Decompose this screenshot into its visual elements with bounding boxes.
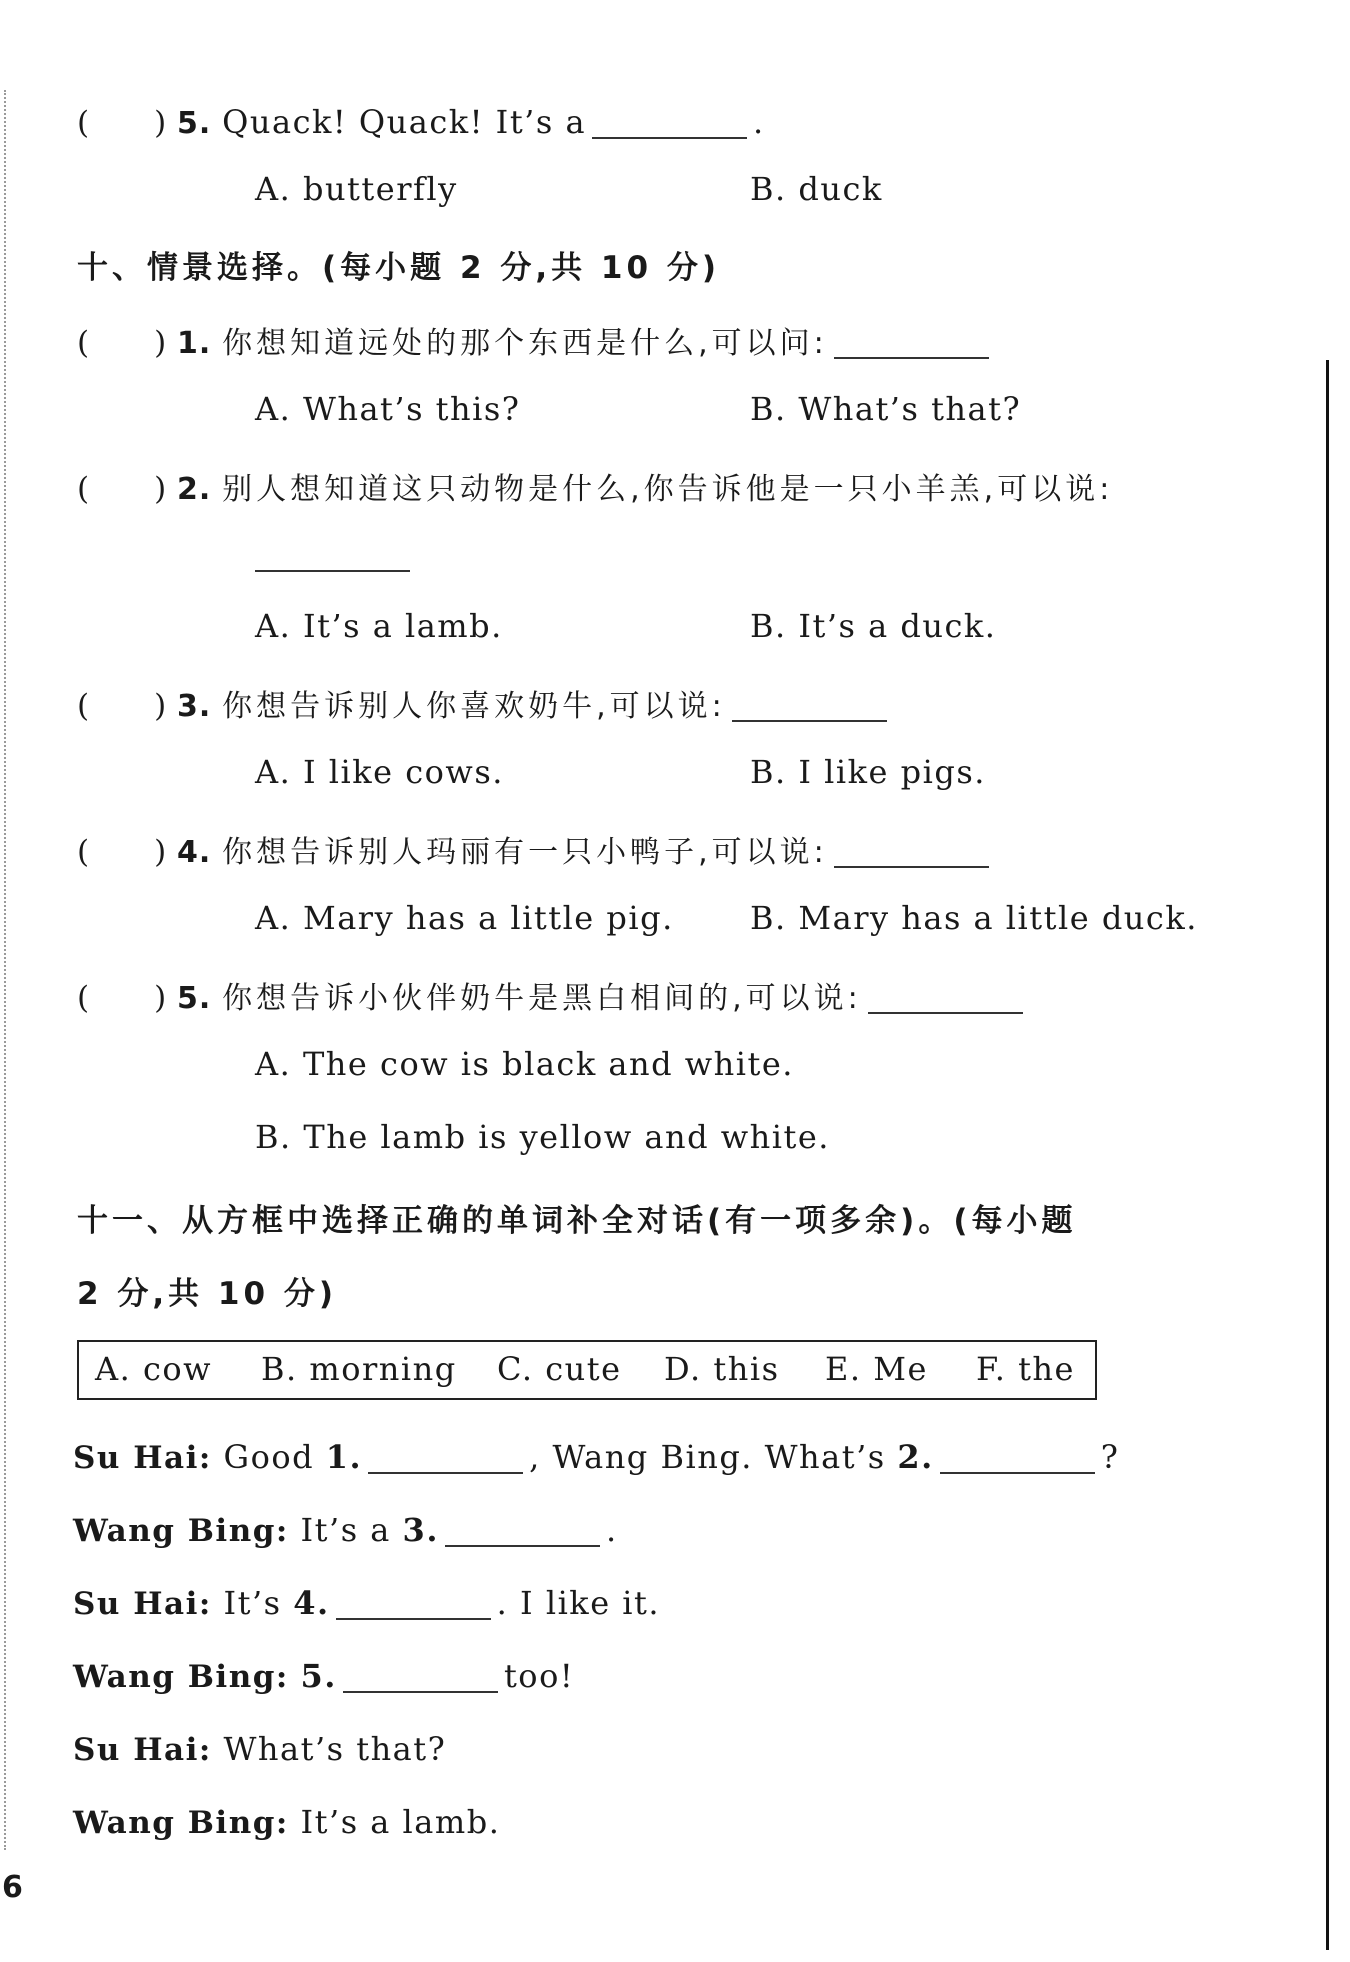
answer-blank-3[interactable] <box>445 1515 600 1547</box>
page-number: 6 <box>2 1870 23 1905</box>
page-edge-line <box>1326 360 1329 1950</box>
question-text: Quack! Quack! It’s a <box>222 103 587 141</box>
dialogue-text: Good <box>223 1438 315 1476</box>
dialogue-line-4 <box>73 1657 574 1695</box>
answer-paren: ( ) <box>77 105 168 141</box>
answer-blank-5[interactable] <box>343 1661 498 1693</box>
answer-paren: ( ) <box>77 980 168 1016</box>
word-option-a: A. cow <box>95 1350 213 1388</box>
dialogue-line-1 <box>73 1438 1119 1476</box>
blank-number: 2. <box>897 1438 934 1476</box>
s10-q1-options <box>255 390 1255 428</box>
s10-question-3 <box>77 680 893 725</box>
question-text: 别人想知道这只动物是什么,你告诉他是一只小羊羔,可以说: <box>222 472 1114 507</box>
dialogue-text: , Wang Bing. What’s <box>529 1438 886 1476</box>
answer-paren: ( ) <box>77 688 168 724</box>
word-bank-box <box>77 1340 1097 1400</box>
option-a: A. I like cows. <box>255 753 504 791</box>
blank-number: 3. <box>402 1511 439 1549</box>
dialogue-text: What’s that? <box>223 1730 447 1768</box>
speaker-name: Su Hai: <box>73 1732 212 1768</box>
dialogue-text: It’s <box>223 1584 282 1622</box>
s10-question-2 <box>77 463 1113 508</box>
speaker-name: Wang Bing: <box>73 1513 289 1549</box>
answer-blank[interactable] <box>834 836 989 868</box>
answer-blank[interactable] <box>255 540 410 572</box>
section-11-title: 十一、从方框中选择正确的单词补全对话(有一项多余)。(每小题 <box>77 1203 1077 1239</box>
s10-question-5 <box>77 972 1029 1017</box>
word-option-f: F. the <box>976 1350 1075 1388</box>
s10-q3-options <box>255 753 1255 791</box>
dialogue-text: . <box>605 1511 618 1549</box>
answer-blank[interactable] <box>868 982 1023 1014</box>
option-a: A. butterfly <box>255 170 458 208</box>
dialogue-line-3 <box>73 1584 660 1622</box>
answer-paren: ( ) <box>77 471 168 507</box>
dialogue-text: ? <box>1100 1438 1120 1476</box>
option-a: A. It’s a lamb. <box>255 607 503 645</box>
answer-blank-4[interactable] <box>336 1588 491 1620</box>
dialogue-text: It’s a <box>300 1511 391 1549</box>
question-text: 你想告诉别人你喜欢奶牛,可以说: <box>222 689 726 724</box>
blank-number: 4. <box>293 1584 330 1622</box>
option-a: A. Mary has a little pig. <box>255 899 674 937</box>
answer-paren: ( ) <box>77 834 168 870</box>
s10-q2-blank-line <box>255 540 410 572</box>
question-number: 5. <box>177 981 212 1016</box>
answer-paren: ( ) <box>77 325 168 361</box>
dialogue-line-2 <box>73 1511 618 1549</box>
question-number: 1. <box>177 326 212 361</box>
option-b: B. It’s a duck. <box>750 607 997 645</box>
s10-q5-option-b: B. The lamb is yellow and white. <box>255 1118 830 1156</box>
prev-question-5-options <box>255 170 1255 208</box>
word-option-c: C. cute <box>497 1350 622 1388</box>
s10-q2-options <box>255 607 1255 645</box>
answer-blank[interactable] <box>732 690 887 722</box>
answer-blank-2[interactable] <box>940 1442 1095 1474</box>
binding-dots <box>4 90 6 1850</box>
answer-blank[interactable] <box>834 327 989 359</box>
s10-question-1 <box>77 317 995 362</box>
speaker-name: Wang Bing: <box>73 1659 289 1695</box>
question-text: 你想知道远处的那个东西是什么,可以问: <box>222 326 828 361</box>
prev-question-5 <box>77 97 765 142</box>
section-11-title-cont: 2 分,共 10 分) <box>77 1276 338 1312</box>
question-text: 你想告诉别人玛丽有一只小鸭子,可以说: <box>222 835 828 870</box>
question-number: 5. <box>177 106 212 141</box>
question-text: 你想告诉小伙伴奶牛是黑白相间的,可以说: <box>222 981 862 1016</box>
s10-q5-option-a: A. The cow is black and white. <box>255 1045 794 1083</box>
speaker-name: Wang Bing: <box>73 1805 289 1841</box>
option-b: B. Mary has a little duck. <box>750 899 1198 937</box>
blank-number: 5. <box>300 1657 337 1695</box>
speaker-name: Su Hai: <box>73 1586 212 1622</box>
option-a: A. What’s this? <box>255 390 521 428</box>
word-option-e: E. Me <box>825 1350 928 1388</box>
word-option-b: B. morning <box>261 1350 457 1388</box>
question-number: 3. <box>177 689 212 724</box>
dialogue-line-5 <box>73 1730 446 1768</box>
word-option-d: D. this <box>664 1350 780 1388</box>
s10-question-4 <box>77 826 995 871</box>
answer-blank[interactable] <box>592 107 747 139</box>
answer-blank-1[interactable] <box>368 1442 523 1474</box>
option-b: B. duck <box>750 170 883 208</box>
dialogue-text: too! <box>503 1657 575 1695</box>
dialogue-text: It’s a lamb. <box>300 1803 501 1841</box>
question-number: 4. <box>177 835 212 870</box>
option-b: B. I like pigs. <box>750 753 986 791</box>
dialogue-text: . I like it. <box>496 1584 661 1622</box>
speaker-name: Su Hai: <box>73 1440 212 1476</box>
s10-q4-options <box>255 899 1255 937</box>
dialogue-line-6 <box>73 1803 500 1841</box>
blank-number: 1. <box>325 1438 363 1476</box>
section-10-title: 十、情景选择。(每小题 2 分,共 10 分) <box>77 250 720 286</box>
question-text-end: . <box>753 103 765 141</box>
option-b: B. What’s that? <box>750 390 1022 428</box>
question-number: 2. <box>177 472 212 507</box>
